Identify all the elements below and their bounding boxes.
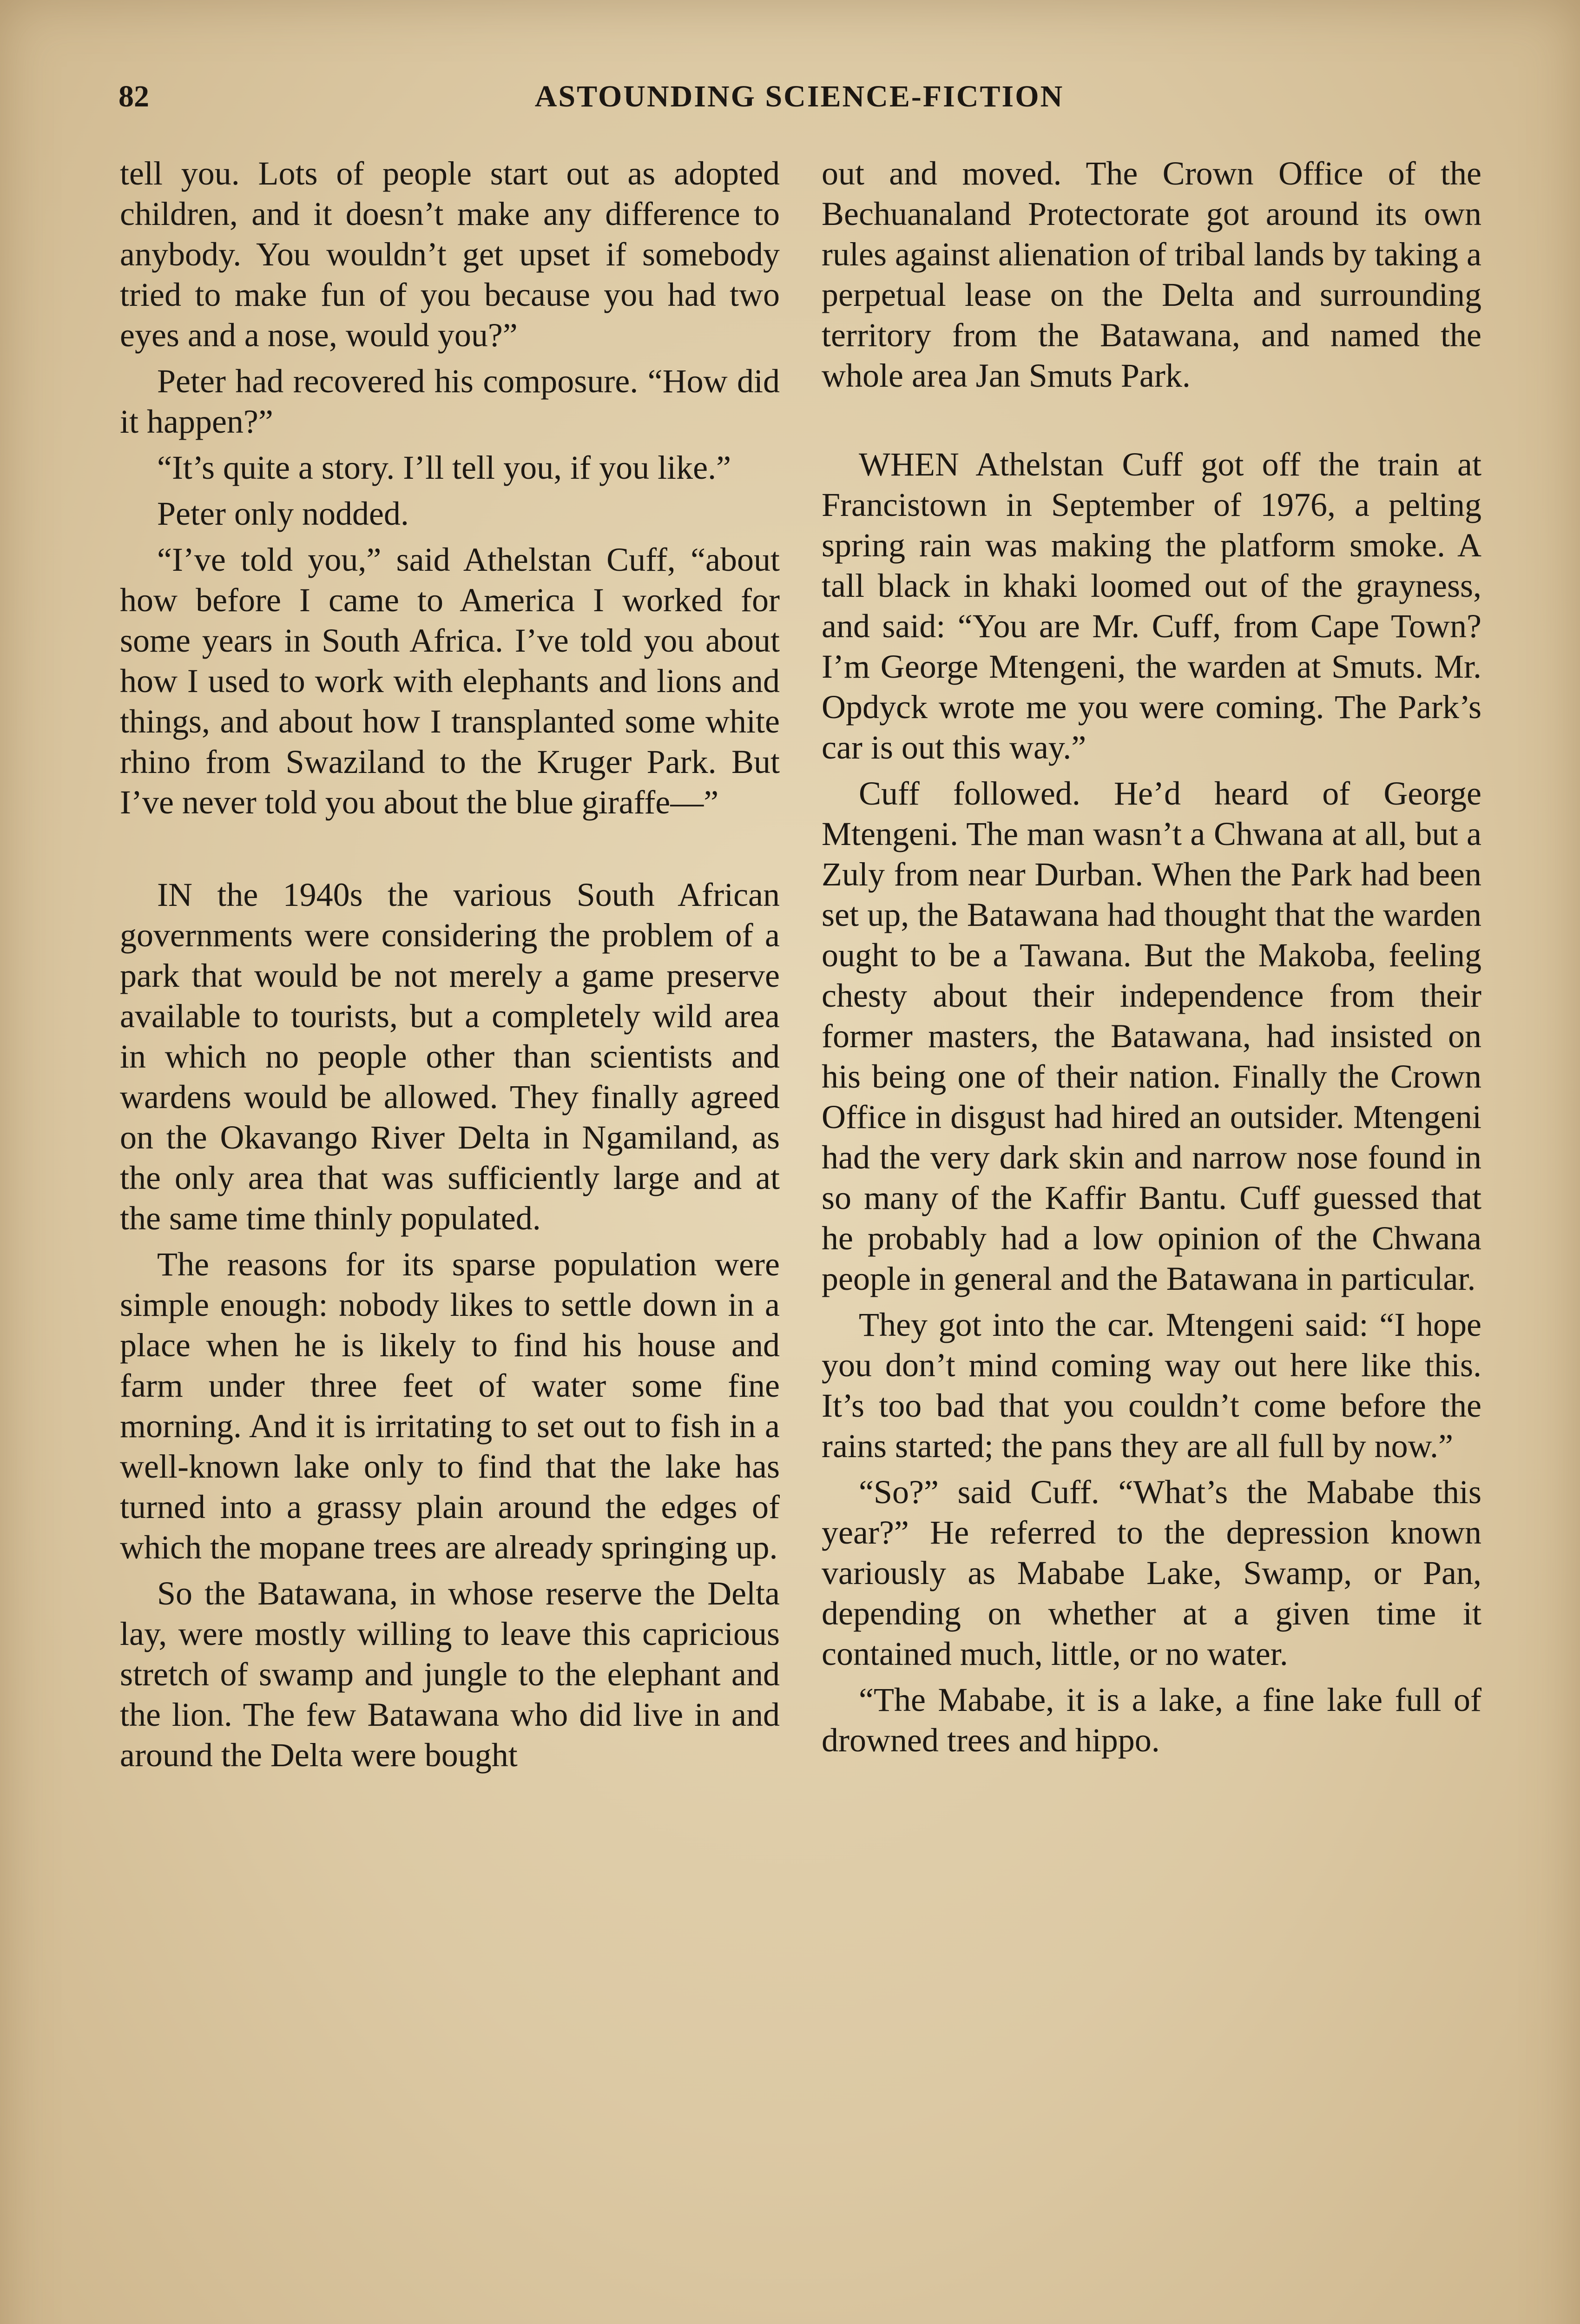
left-column [120,153,780,2324]
paragraph: “It’s quite a story. I’ll tell you, if you like.” [157,449,731,486]
paragraph: out and moved. The Crown Office of the Bechuanaland Protectorate got around its own rules against alienation of tribal lands by taking a perpetual lease on the Delta and surrounding territory from the Batawana, and named the whole area Jan Smuts Park. [822,155,1481,394]
paragraph: “The Mababe, it is a lake, a fine lake full of drowned trees and hippo. [822,1681,1481,1759]
paragraph: The reasons for its sparse population were simple enough: nobody likes to settle down in a place when he is likely to find his house and farm under three feet of water some fine morning. And it is irritating to set out to fish in a well-known lake only to find that the lake has turned into a grassy plain around the edges of which the mopane trees are already springing up. [120,1246,780,1566]
paragraph: So the Batawana, in whose reserve the Delta lay, were mostly willing to leave this capricious stretch of swamp and jungle to the elephant and the lion. The few Batawana who did live in and around the Delta were bought [120,1575,780,1774]
paragraph: Peter had recovered his composure. “How did it happen?” [120,363,780,440]
running-title: ASTOUNDING SCIENCE-FICTION [534,79,1064,113]
paragraph: Cuff followed. He’d heard of George Mtengeni. The man wasn’t a Chwana at all, but a Zuly from near Durban. When the Park had been set up, the Batawana had thought that the warden ought to be a Tawana. But the Makoba, feeling chesty about their independence from their former masters, the Batawana, had insisted on his being one of their nation. Finally the Crown Office in disgust had hired an outsider. Mtengeni had the very dark skin and narrow nose found in so many of the Kaffir Bantu. Cuff guessed that he probably had a low opinion of the Chwana people in general and the Batawana in particular. [822,775,1481,1297]
paragraph: “I’ve told you,” said Athelstan Cuff, “about how before I came to America I worked for some years in South Africa. I’ve told you about how I used to work with elephants and lions and things, and about how I transplanted some white rhino from Swaziland to the Kruger Park. But I’ve never told you about the blue giraffe—” [120,541,780,821]
paragraph: Peter only nodded. [157,495,409,532]
paragraph: tell you. Lots of people start out as adopted children, and it doesn’t make any difference to anybody. You wouldn’t get upset if somebody tried to make fun of you because you had two eyes and a nose, would you?” [120,155,780,354]
paragraph: They got into the car. Mtengeni said: “I hope you don’t mind coming way out here like this. It’s too bad that you couldn’t come before the rains started; the pans they are all full by now.” [822,1306,1481,1465]
paragraph: “So?” said Cuff. “What’s the Mababe this year?” He referred to the depression known variously as Mababe Lake, Swamp, or Pan, depending on whether at a given time it contained much, little, or no water. [822,1473,1481,1672]
page-header [118,79,1480,130]
page-number: 82 [118,79,149,113]
section-opening-paragraph: IN the 1940s the various South African governments were considering the problem of a park that would be not merely a game preserve available to tourists, but a completely wild area in which no people other than scientists and wardens would be allowed. They finally agreed on the Okavango River Delta in Ngamiland, as the only area that was sufficiently large and at the same time thinly populated. [120,876,780,1237]
section-opening-paragraph: WHEN Athelstan Cuff got off the train at Francistown in September of 1976, a pelting spring rain was making the platform smoke. A tall black in khaki loomed out of the grayness, and said: “You are Mr. Cuff, from Cape Town? I’m George Mtengeni, the warden at Smuts. Mr. Opdyck wrote me you were coming. The Park’s car is out this way.” [822,446,1481,766]
right-column [822,153,1481,2324]
